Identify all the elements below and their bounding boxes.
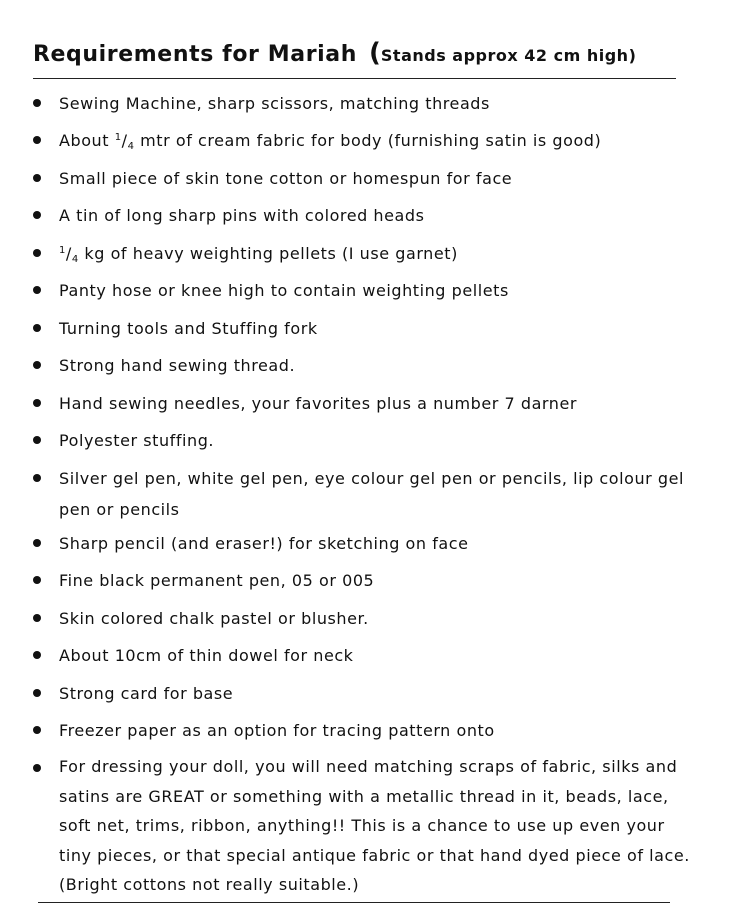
list-item-line: A tin of long sharp pins with colored heads xyxy=(59,206,425,225)
list-item-line: soft net, trims, ribbon, anything!! This is a chance to use up even your xyxy=(59,816,665,835)
list-item-text xyxy=(59,238,699,272)
list-item-text xyxy=(59,125,699,159)
list-item-text xyxy=(59,603,699,634)
list-item-line: Silver gel pen, white gel pen, eye colour gel pen or pencils, lip colour gel xyxy=(59,469,685,488)
fraction-slash: / xyxy=(121,131,128,150)
list-item-line: Small piece of skin tone cotton or homespun for face xyxy=(59,169,513,188)
list-item-text xyxy=(59,388,699,419)
list-item-text xyxy=(59,565,699,596)
title-main: Requirements for Mariah xyxy=(33,42,357,67)
list-item-line: For dressing your doll, you will need matching scraps of fabric, silks and xyxy=(59,757,678,776)
list-item-line: Strong card for base xyxy=(59,684,234,703)
bullet-icon xyxy=(33,399,41,407)
title-subtitle: Stands approx 42 cm high xyxy=(380,46,629,65)
list-item-line xyxy=(59,238,699,272)
list-item-line: tiny pieces, or that special antique fabric or that hand dyed piece of lace. xyxy=(59,845,690,865)
list-item-text xyxy=(59,425,699,456)
bullet-icon xyxy=(33,576,41,584)
list-item-text xyxy=(59,163,699,194)
fraction-slash: / xyxy=(65,244,72,263)
bullet-icon xyxy=(33,689,41,697)
bullet-icon xyxy=(33,99,41,107)
bullet-icon xyxy=(33,174,41,182)
bullet-icon xyxy=(33,474,41,482)
bullet-icon xyxy=(33,211,41,219)
list-item-text xyxy=(59,275,699,306)
bullet-icon xyxy=(33,136,41,144)
bottom-divider xyxy=(38,902,670,903)
list-item-line xyxy=(59,125,699,159)
bullet-icon xyxy=(33,726,41,734)
list-item-line: Fine black permanent pen, 05 or 005 xyxy=(59,571,375,590)
bullet-icon xyxy=(33,361,41,369)
page-title xyxy=(33,38,683,68)
list-item-line: Sharp pencil (and eraser!) for sketching on face xyxy=(59,534,469,553)
fraction-numerator: 1 xyxy=(114,132,122,143)
list-item-text xyxy=(59,200,699,231)
list-item-suffix: kg of heavy weighting pellets (I use garnet) xyxy=(78,244,458,263)
list-item-line: Panty hose or knee high to contain weighting pellets xyxy=(59,281,509,300)
list-item-text xyxy=(59,528,699,559)
list-item-line: Strong hand sewing thread. xyxy=(59,356,296,375)
list-item-line: Sewing Machine, sharp scissors, matching threads xyxy=(59,94,490,113)
title-paren-open: ( xyxy=(369,38,381,68)
bullet-icon xyxy=(33,249,41,257)
list-item-suffix: mtr of cream fabric for body (furnishing satin is good) xyxy=(134,131,602,150)
bullet-icon xyxy=(33,286,41,294)
list-item-line: pen or pencils xyxy=(59,500,180,519)
list-item-text xyxy=(59,678,699,709)
title-divider xyxy=(33,78,676,79)
list-item-prefix: About xyxy=(59,131,115,150)
list-item-line: Hand sewing needles, your favorites plus a number 7 darner xyxy=(59,394,577,413)
bullet-icon xyxy=(33,436,41,444)
fraction-denominator: 4 xyxy=(127,141,135,152)
list-item-line: Turning tools and Stuffing fork xyxy=(59,319,318,338)
title-paren-close: ) xyxy=(628,46,636,65)
list-item-text xyxy=(59,313,699,344)
list-item-text xyxy=(59,88,699,119)
bullet-icon xyxy=(33,651,41,659)
list-item-line: Freezer paper as an option for tracing pattern onto xyxy=(59,721,495,740)
list-item-text xyxy=(59,752,699,900)
list-item-text xyxy=(59,715,699,746)
bullet-icon xyxy=(33,539,41,547)
list-item-text xyxy=(59,350,699,381)
fraction-denominator: 4 xyxy=(71,254,79,265)
list-item-text xyxy=(59,640,699,671)
fraction-numerator: 1 xyxy=(59,245,66,256)
list-item-line: Skin colored chalk pastel or blusher. xyxy=(59,609,369,628)
bullet-icon xyxy=(33,764,41,772)
list-item-line: Polyester stuffing. xyxy=(59,431,215,450)
list-item-line: About 10cm of thin dowel for neck xyxy=(59,646,354,665)
list-item-line: (Bright cottons not really suitable.) xyxy=(59,875,360,894)
bullet-icon xyxy=(33,614,41,622)
list-item-line: satins are GREAT or something with a metallic thread in it, beads, lace, xyxy=(59,786,669,806)
bullet-icon xyxy=(33,324,41,332)
list-item-text xyxy=(59,463,699,525)
